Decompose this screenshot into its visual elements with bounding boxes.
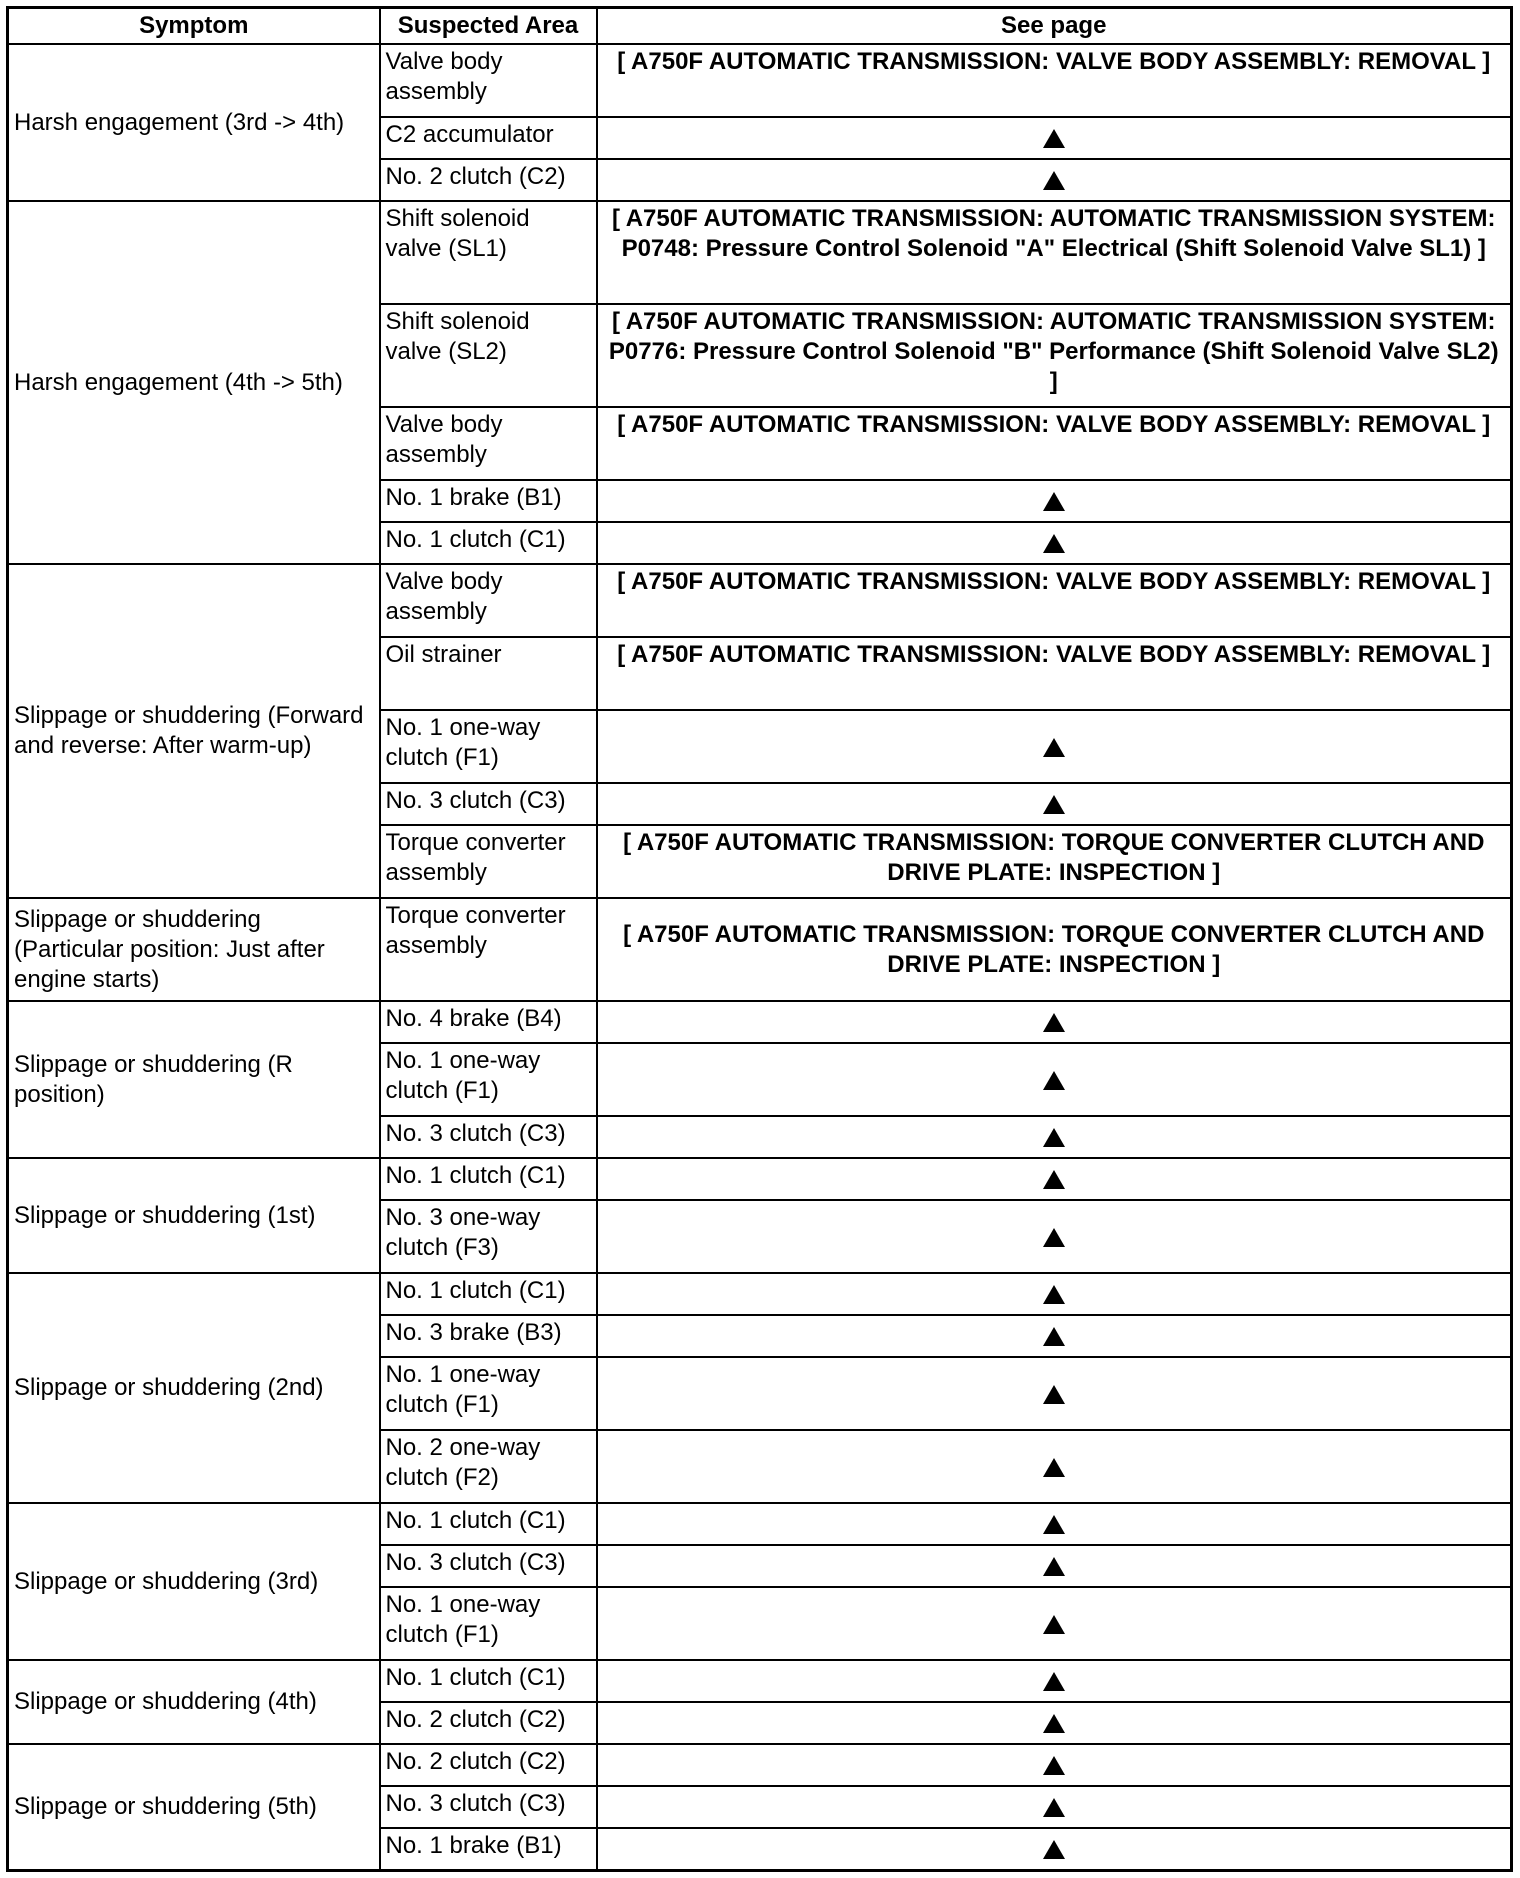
suspected-area-cell: No. 1 brake (B1) <box>380 1828 597 1870</box>
see-page-link[interactable]: [ A750F AUTOMATIC TRANSMISSION: TORQUE CONVERTER CLUTCH AND DRIVE PLATE: INSPECTION ] <box>597 898 1512 1001</box>
triangle-icon <box>1043 534 1065 553</box>
suspected-area-cell: Torque converter assembly <box>380 898 597 1001</box>
table-row <box>8 1744 1512 1786</box>
triangle-icon <box>1043 738 1065 757</box>
symptom-cell: Harsh engagement (3rd -> 4th) <box>8 44 380 201</box>
suspected-area-cell: Shift solenoid valve (SL1) <box>380 201 597 304</box>
suspected-area-cell: No. 3 clutch (C3) <box>380 783 597 825</box>
diagnosis-table <box>6 6 1513 1872</box>
triangle-icon <box>1043 1327 1065 1346</box>
suspected-area-cell: No. 3 clutch (C3) <box>380 1116 597 1158</box>
see-page-link[interactable]: [ A750F AUTOMATIC TRANSMISSION: VALVE BODY ASSEMBLY: REMOVAL ] <box>597 637 1512 710</box>
triangle-icon <box>1043 1458 1065 1477</box>
triangle-icon <box>1043 1285 1065 1304</box>
suspected-area-cell: Shift solenoid valve (SL2) <box>380 304 597 407</box>
header-see-page: See page <box>597 8 1512 45</box>
triangle-icon <box>1043 1756 1065 1775</box>
symptom-cell: Slippage or shuddering (4th) <box>8 1660 380 1744</box>
table-row <box>8 1660 1512 1702</box>
table-row <box>8 564 1512 637</box>
triangle-icon <box>1043 1615 1065 1634</box>
suspected-area-cell: No. 1 one-way clutch (F1) <box>380 1357 597 1430</box>
triangle-icon <box>1043 1071 1065 1090</box>
triangle-icon <box>1043 1128 1065 1147</box>
suspected-area-cell: Torque converter assembly <box>380 825 597 898</box>
suspected-area-cell: No. 2 clutch (C2) <box>380 1702 597 1744</box>
triangle-icon <box>1043 129 1065 148</box>
symptom-cell: Slippage or shuddering (R position) <box>8 1001 380 1158</box>
symptom-cell: Slippage or shuddering (5th) <box>8 1744 380 1870</box>
suspected-area-cell: C2 accumulator <box>380 117 597 159</box>
table-row <box>8 1273 1512 1315</box>
suspected-area-cell: No. 2 clutch (C2) <box>380 159 597 201</box>
symptom-cell: Slippage or shuddering (Forward and reverse: After warm-up) <box>8 564 380 898</box>
symptom-cell: Slippage or shuddering (1st) <box>8 1158 380 1273</box>
symptom-cell: Harsh engagement (4th -> 5th) <box>8 201 380 564</box>
suspected-area-cell: No. 1 clutch (C1) <box>380 1660 597 1702</box>
header-row <box>8 8 1512 45</box>
see-page-link[interactable]: [ A750F AUTOMATIC TRANSMISSION: VALVE BODY ASSEMBLY: REMOVAL ] <box>597 407 1512 480</box>
triangle-icon <box>1043 795 1065 814</box>
triangle-icon <box>1043 1515 1065 1534</box>
table-row <box>8 201 1512 304</box>
triangle-icon <box>1043 1228 1065 1247</box>
suspected-area-cell: No. 1 one-way clutch (F1) <box>380 710 597 783</box>
suspected-area-cell: No. 3 brake (B3) <box>380 1315 597 1357</box>
triangle-icon <box>1043 1840 1065 1859</box>
suspected-area-cell: No. 4 brake (B4) <box>380 1001 597 1043</box>
suspected-area-cell: No. 1 clutch (C1) <box>380 1503 597 1545</box>
triangle-icon <box>1043 1714 1065 1733</box>
suspected-area-cell: No. 1 clutch (C1) <box>380 522 597 564</box>
see-page-link[interactable]: [ A750F AUTOMATIC TRANSMISSION: AUTOMATIC TRANSMISSION SYSTEM: P0748: Pressure Control Solenoid "A" Electrical (Shift Solenoid Valve SL1) ] <box>597 201 1512 304</box>
suspected-area-cell: No. 1 clutch (C1) <box>380 1273 597 1315</box>
header-suspected-area: Suspected Area <box>380 8 597 45</box>
suspected-area-cell: No. 1 one-way clutch (F1) <box>380 1043 597 1116</box>
suspected-area-cell: No. 1 one-way clutch (F1) <box>380 1587 597 1660</box>
table-row <box>8 898 1512 1001</box>
symptom-cell: Slippage or shuddering (Particular position: Just after engine starts) <box>8 898 380 1001</box>
suspected-area-cell: No. 2 clutch (C2) <box>380 1744 597 1786</box>
triangle-icon <box>1043 1170 1065 1189</box>
triangle-icon <box>1043 1013 1065 1032</box>
see-page-link[interactable]: [ A750F AUTOMATIC TRANSMISSION: VALVE BODY ASSEMBLY: REMOVAL ] <box>597 44 1512 117</box>
triangle-icon <box>1043 171 1065 190</box>
suspected-area-cell: No. 3 one-way clutch (F3) <box>380 1200 597 1273</box>
triangle-icon <box>1043 1672 1065 1691</box>
see-page-link[interactable]: [ A750F AUTOMATIC TRANSMISSION: VALVE BODY ASSEMBLY: REMOVAL ] <box>597 564 1512 637</box>
table-row <box>8 44 1512 117</box>
suspected-area-cell: No. 3 clutch (C3) <box>380 1545 597 1587</box>
suspected-area-cell: Valve body assembly <box>380 564 597 637</box>
table-row <box>8 1001 1512 1043</box>
suspected-area-cell: No. 3 clutch (C3) <box>380 1786 597 1828</box>
triangle-icon <box>1043 1798 1065 1817</box>
table-row <box>8 1158 1512 1200</box>
header-symptom: Symptom <box>8 8 380 45</box>
triangle-icon <box>1043 492 1065 511</box>
suspected-area-cell: No. 2 one-way clutch (F2) <box>380 1430 597 1503</box>
symptom-cell: Slippage or shuddering (3rd) <box>8 1503 380 1660</box>
suspected-area-cell: No. 1 clutch (C1) <box>380 1158 597 1200</box>
suspected-area-cell: Oil strainer <box>380 637 597 710</box>
suspected-area-cell: Valve body assembly <box>380 407 597 480</box>
see-page-link[interactable]: [ A750F AUTOMATIC TRANSMISSION: AUTOMATIC TRANSMISSION SYSTEM: P0776: Pressure Control Solenoid "B" Performance (Shift Solenoid Valve SL2) ] <box>597 304 1512 407</box>
triangle-icon <box>1043 1557 1065 1576</box>
symptom-cell: Slippage or shuddering (2nd) <box>8 1273 380 1503</box>
table-row <box>8 1503 1512 1545</box>
suspected-area-cell: No. 1 brake (B1) <box>380 480 597 522</box>
triangle-icon <box>1043 1385 1065 1404</box>
see-page-link[interactable]: [ A750F AUTOMATIC TRANSMISSION: TORQUE CONVERTER CLUTCH AND DRIVE PLATE: INSPECTION ] <box>597 825 1512 898</box>
suspected-area-cell: Valve body assembly <box>380 44 597 117</box>
